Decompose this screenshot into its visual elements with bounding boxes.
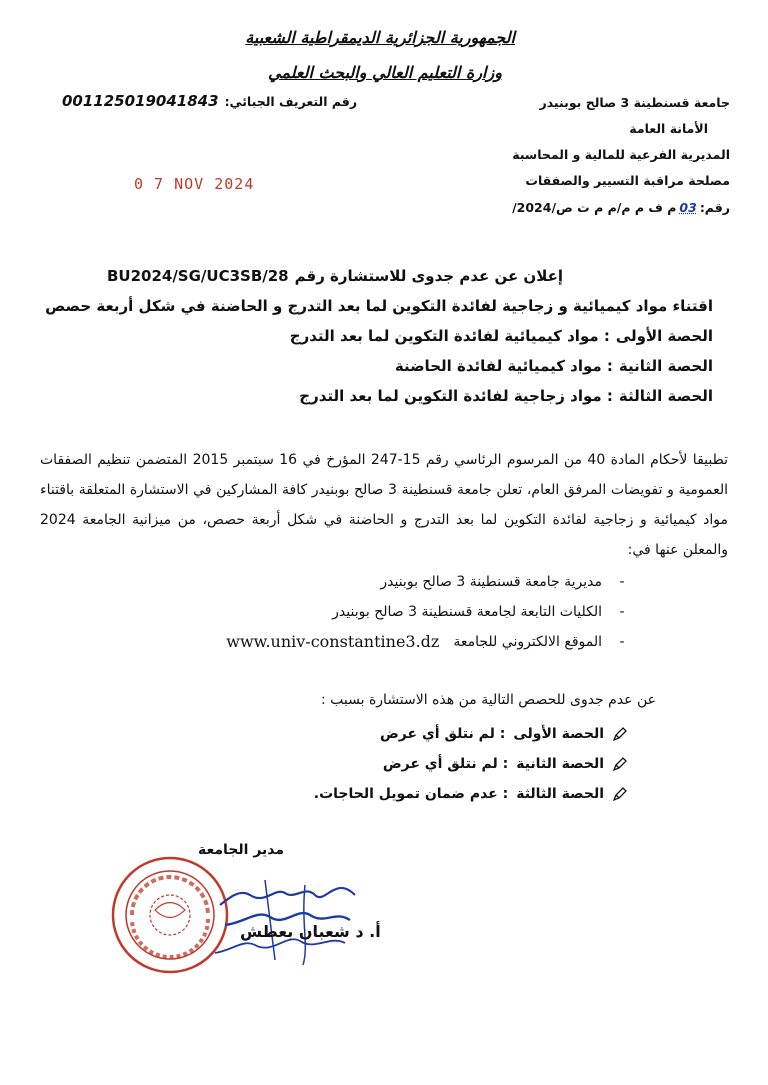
signatory-title: مدير الجامعة bbox=[198, 842, 285, 858]
dash-icon: - bbox=[619, 604, 625, 620]
pen-icon bbox=[612, 756, 628, 772]
announcement-title bbox=[53, 267, 713, 285]
result-1-name: الحصة الأولى bbox=[513, 726, 604, 742]
announcement-title-prefix: إعلان عن عدم جدوى للاستشارة رقم bbox=[294, 267, 563, 285]
result-1-reason: : لم نتلق أي عرض bbox=[379, 726, 506, 742]
place-3-text: الموقع الالكتروني للجامعة bbox=[453, 634, 602, 650]
service-name: مصلحة مراقبة التسيير والصفقات bbox=[525, 173, 730, 188]
announcement-subject: اقتناء مواد كيميائية و زجاجية لفائدة التكوين لما بعد التدرج و الحاضنة في شكل أربعة حصص bbox=[45, 297, 713, 315]
signatory-name: أ. د شعبان بعطش bbox=[240, 922, 381, 941]
pen-icon bbox=[612, 786, 628, 802]
body-paragraph: تطبيقا لأحكام المادة 40 من المرسوم الرئاسي رقم 15-247 المؤرخ في 16 سبتمبر 2015 المتضمن تنظيم الصفقات العمومية و تفويضات المرفق العام، تعلن جامعة قسنطينة 3 صالح بوبنيدر كافة المشاركين في الاستشارة المتعلقة باقتناء مواد كيميائية و زجاجية لفائدة التكوين لما بعد التدرج و الحاضنة في شكل أربعة حصص، من ميزانية الجامعة 2024 والمعلن عنها في: bbox=[40, 452, 728, 558]
pen-icon bbox=[612, 726, 628, 742]
lot-3-heading bbox=[53, 387, 713, 405]
place-2-text: الكليات التابعة لجامعة قسنطينة 3 صالح بوبنيدر bbox=[332, 604, 602, 620]
lot-2-heading bbox=[53, 357, 713, 375]
lot-1-heading bbox=[53, 327, 713, 345]
republic-header: الجمهورية الجزائرية الديمقراطية الشعبية bbox=[245, 28, 515, 47]
ministry-header: وزارة التعليم العالي والبحث العلمي bbox=[268, 63, 502, 82]
handwritten-signature bbox=[205, 865, 370, 975]
result-3-name: الحصة الثالثة bbox=[516, 786, 604, 802]
tax-id bbox=[62, 92, 357, 110]
list-item bbox=[314, 779, 628, 809]
lot-2-name: الحصة الثانية bbox=[618, 357, 713, 375]
lot-1-desc: : مواد كيميائية لفائدة التكوين لما بعد التدرج bbox=[289, 327, 610, 345]
lot-3-name: الحصة الثالثة bbox=[618, 387, 713, 405]
tax-id-label: رقم التعريف الجبائي: bbox=[224, 94, 358, 109]
announcement-title-ref: BU2024/SG/UC3SB/28 bbox=[106, 267, 289, 285]
list-item bbox=[314, 719, 628, 749]
lot-2-desc: : مواد كيميائية لفائدة الحاضنة bbox=[394, 357, 613, 375]
list-item bbox=[314, 749, 628, 779]
tax-id-value: 001125019041843 bbox=[62, 92, 219, 110]
secretariat: الأمانة العامة bbox=[629, 121, 708, 136]
list-item bbox=[148, 567, 628, 597]
date-stamp: 0 7 NOV 2024 bbox=[134, 175, 255, 193]
list-item bbox=[148, 627, 628, 657]
dash-icon: - bbox=[619, 634, 625, 650]
lot-1-name: الحصة الأولى bbox=[615, 327, 713, 345]
dash-icon: - bbox=[619, 574, 625, 590]
result-2-reason: : لم نتلق أي عرض bbox=[382, 756, 509, 772]
university-name: جامعة قسنطينة 3 صالح بوبنيدر bbox=[539, 95, 730, 110]
university-website-link[interactable]: www.univ-constantine3.dz bbox=[226, 632, 440, 651]
sub-directorate: المديرية الفرعية للمالية و المحاسبة bbox=[512, 147, 730, 162]
reference-handwritten: 03 bbox=[679, 200, 697, 215]
reference-suffix: /م ف م م/م م ت ص/2024 bbox=[512, 200, 677, 215]
reference-prefix: رقم: bbox=[699, 200, 730, 215]
lot-3-desc: : مواد زجاجية لفائدة التكوين لما بعد التدرج bbox=[299, 387, 613, 405]
reference-number bbox=[512, 200, 730, 215]
announcement-title-block bbox=[45, 267, 713, 405]
place-1-text: مديرية جامعة قسنطينة 3 صالح بوبنيدر bbox=[380, 574, 602, 590]
reason-intro: عن عدم جدوى للحصص التالية من هذه الاستشارة بسبب : bbox=[320, 692, 656, 708]
list-item bbox=[148, 597, 628, 627]
result-2-name: الحصة الثانية bbox=[516, 756, 604, 772]
publication-places-list bbox=[148, 567, 628, 657]
results-list bbox=[314, 719, 628, 809]
result-3-reason: : عدم ضمان تمويل الحاجات. bbox=[313, 786, 509, 802]
